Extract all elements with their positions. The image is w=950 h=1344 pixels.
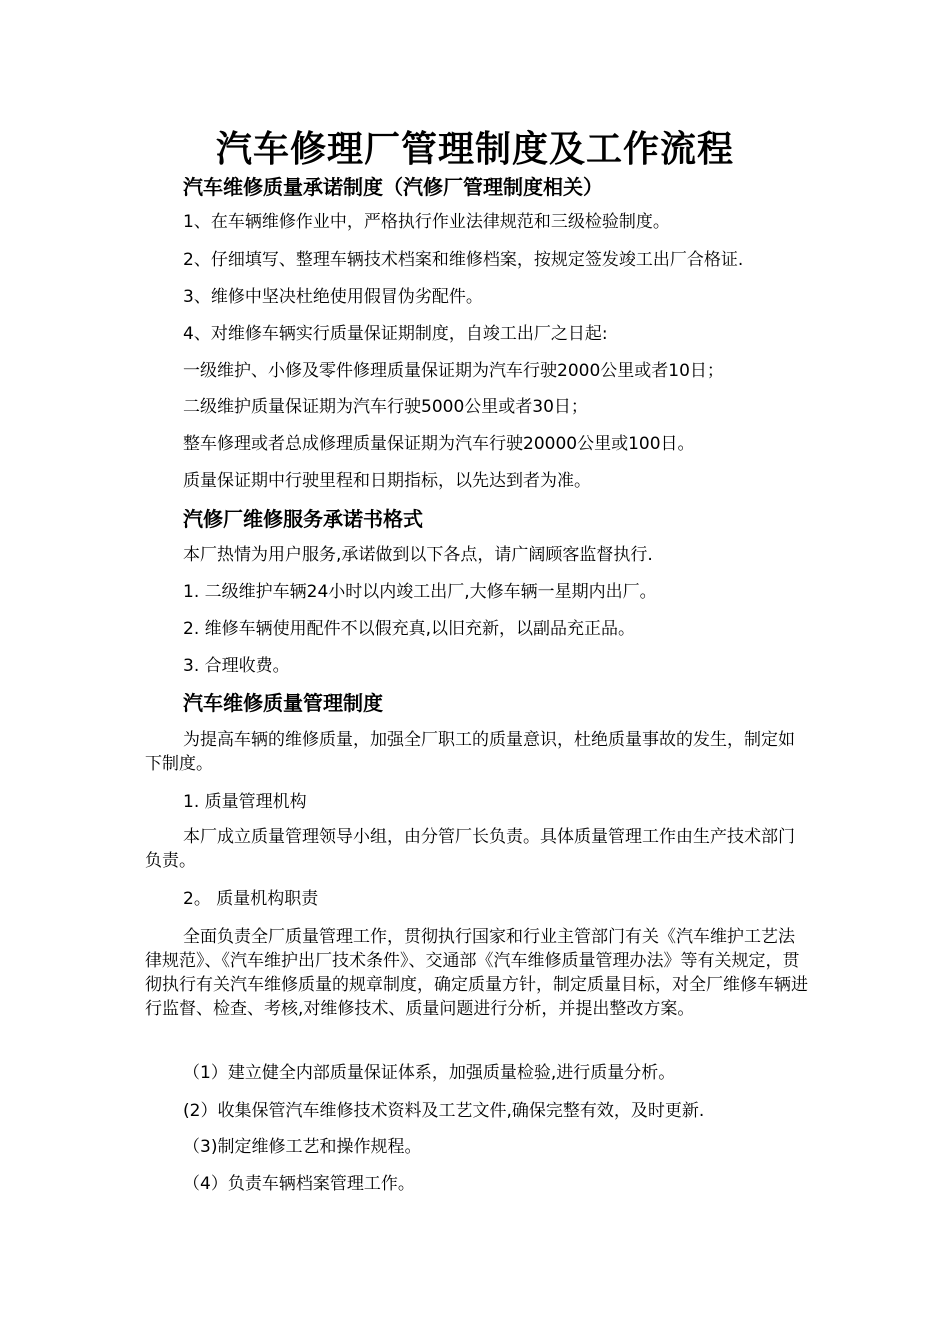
paragraph-intro: 为提高车辆的维修质量，加强全厂职工的质量意识，杜绝质量事故的发生，制定如下制度。: [145, 730, 795, 774]
duty-item: （1）建立健全内部质量保证体系，加强质量检验,进行质量分析。: [183, 1063, 676, 1083]
paragraph: 整车修理或者总成修理质量保证期为汽车行驶20000公里或100日。: [183, 434, 695, 454]
duty-item: （4）负责车辆档案管理工作。: [183, 1174, 415, 1194]
duty-item: （3)制定维修工艺和操作规程。: [183, 1137, 422, 1157]
paragraph: 质量保证期中行驶里程和日期指标，以先达到者为准。: [183, 471, 591, 491]
paragraph-quality-organization: 本厂成立质量管理领导小组，由分管厂长负责。具体质量管理工作由生产技术部门负责。: [145, 827, 795, 871]
paragraph: 本厂热情为用户服务,承诺做到以下各点，请广阔顾客监督执行.: [183, 545, 653, 565]
paragraph: 3、维修中坚决杜绝使用假冒伪劣配件。: [183, 287, 483, 307]
paragraph: 4、对维修车辆实行质量保证期制度，自竣工出厂之日起:: [183, 324, 608, 344]
paragraph: 2. 维修车辆使用配件不以假充真,以旧充新，以副品充正品。: [183, 619, 636, 639]
section-heading-service-commitment: 汽修厂维修服务承诺书格式: [183, 507, 423, 531]
paragraph: 2、仔细填写、整理车辆技术档案和维修档案，按规定签发竣工出厂合格证.: [183, 250, 744, 270]
paragraph: 1、在车辆维修作业中，严格执行作业法律规范和三级检验制度。: [183, 212, 670, 232]
duty-item: (2）收集保管汽车维修技术资料及工艺文件,确保完整有效，及时更新.: [183, 1101, 705, 1121]
section-heading-quality-commitment: 汽车维修质量承诺制度（汽修厂管理制度相关）: [183, 175, 603, 199]
paragraph-organization-duties: 全面负责全厂质量管理工作，贯彻执行国家和行业主管部门有关《汽车维护工艺法律规范》、《汽车维护出厂技术条件》、交通部《汽车维修质量管理办法》等有关规定，贯彻执行有关汽车维修质量的规章制度，确定质量方针，制定质量目标，对全厂维修车辆进行监督、检查、考核,对维修技术、质量问题进行分析，并提出整改方案。: [145, 927, 808, 1019]
paragraph: 1. 二级维护车辆24小时以内竣工出厂,大修车辆一星期内出厂。: [183, 582, 657, 602]
subheading-quality-organization: 1. 质量管理机构: [183, 792, 307, 812]
subheading-organization-duties: 2。 质量机构职责: [183, 889, 319, 909]
paragraph: 二级维护质量保证期为汽车行驶5000公里或者30日；: [183, 397, 588, 417]
paragraph: 3. 合理收费。: [183, 656, 290, 676]
document-title: 汽车修理厂管理制度及工作流程: [215, 129, 734, 170]
paragraph: 一级维护、小修及零件修理质量保证期为汽车行驶2000公里或者10日；: [183, 361, 724, 381]
section-heading-quality-management: 汽车维修质量管理制度: [183, 691, 383, 715]
